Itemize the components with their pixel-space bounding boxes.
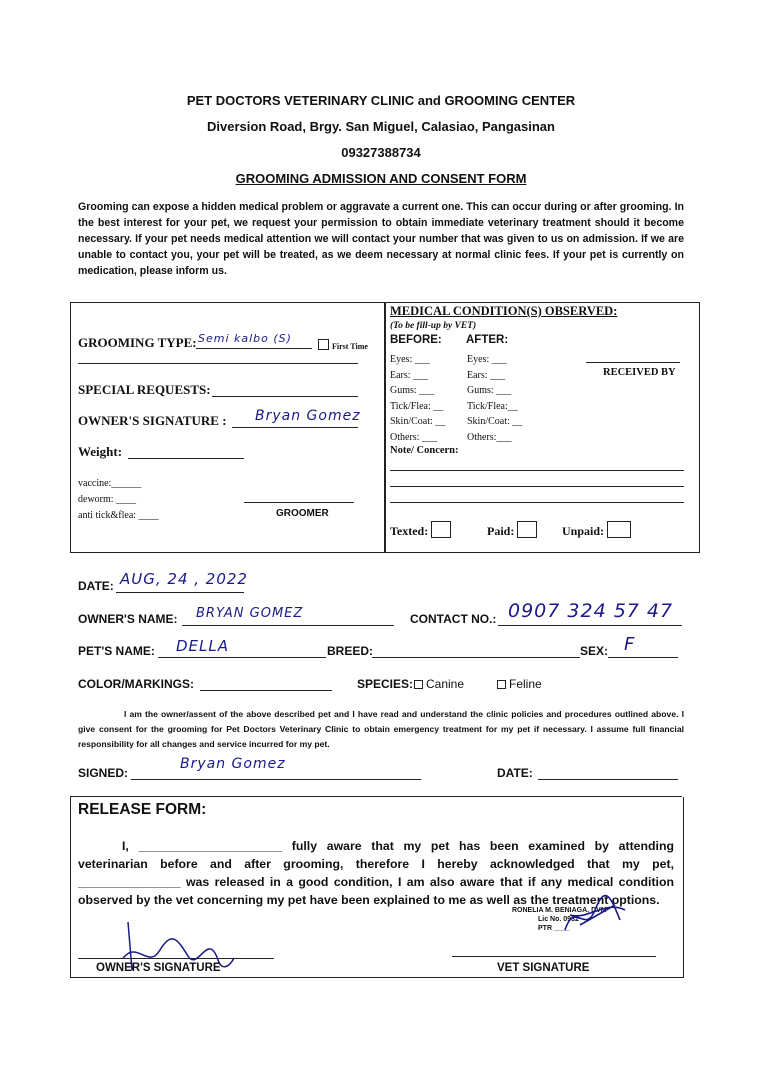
note-line-2[interactable]: [390, 486, 684, 487]
special-requests-field[interactable]: [212, 396, 358, 397]
grooming-type-value: Semi kalbo (S): [198, 332, 292, 345]
vet-stamp-name: RONELIA M. BENIAGA, DVM: [512, 907, 607, 914]
canine-option[interactable]: [414, 677, 464, 691]
before-item: Gums: ___: [390, 385, 435, 396]
canine-label: Canine: [426, 677, 465, 691]
owner-name-value: BRYAN GOMEZ: [196, 606, 304, 621]
pet-name-value: DELLA: [176, 637, 230, 655]
groomer-label: GROOMER: [276, 508, 329, 519]
vet-signature-scribble: [560, 890, 630, 940]
deworm-label: deworm: ____: [78, 494, 137, 505]
texted-label: Texted:: [390, 524, 429, 538]
vet-signature-label: VET SIGNATURE: [497, 962, 590, 974]
owner-name-field[interactable]: [182, 625, 394, 626]
before-item: Tick/Flea: __: [390, 400, 444, 412]
release-paragraph: I, _____________________ fully aware that my pet has been examined by attending veterinarian before and after grooming, therefore I hereby acknowledged that my pet, _______________ was released in a good condition, I am also aware that if any medical condition observed by the vet concerning my pet have been explained to me as well as the treatment options.: [78, 839, 674, 907]
grooming-type-field[interactable]: [196, 348, 312, 349]
date-label: DATE:: [78, 579, 114, 593]
pet-name-field[interactable]: [158, 657, 326, 658]
weight-field[interactable]: [128, 458, 244, 459]
unpaid-checkbox[interactable]: [607, 521, 631, 538]
breed-field[interactable]: [372, 657, 580, 658]
owner-name-label: OWNER'S NAME:: [78, 612, 178, 626]
unpaid-row[interactable]: [562, 521, 631, 539]
form-title: GROOMING ADMISSION AND CONSENT FORM: [235, 171, 527, 186]
first-time-checkbox[interactable]: [318, 339, 329, 350]
medical-subtitle: (To be fill-up by VET): [390, 321, 477, 331]
owner-signature-field[interactable]: [232, 427, 358, 428]
received-by-field[interactable]: [586, 362, 680, 363]
vaccine-label: vaccine:______: [78, 478, 142, 489]
after-item: Eyes: ___: [467, 354, 507, 365]
signed-value: Bryan Gomez: [180, 756, 286, 772]
contact-field[interactable]: [498, 625, 682, 626]
sex-value: F: [624, 634, 636, 655]
before-label: BEFORE:: [390, 334, 442, 346]
before-item: Eyes: ___: [390, 354, 430, 365]
before-item: Others: ___: [390, 431, 437, 443]
vet-stamp-ptr: PTR ____: [538, 925, 570, 932]
after-item: Others:___: [467, 431, 512, 443]
unpaid-label: Unpaid:: [562, 524, 605, 538]
clinic-address: Diversion Road, Brgy. San Miguel, Calasiao, Pangasinan: [207, 119, 555, 134]
grooming-type-label: GROOMING TYPE:: [78, 335, 197, 350]
before-item: Skin/Coat: __: [390, 416, 446, 427]
texted-checkbox[interactable]: [431, 521, 451, 538]
paid-row[interactable]: [487, 521, 537, 539]
first-time-checkbox-row[interactable]: [318, 339, 368, 351]
feline-label: Feline: [509, 677, 542, 691]
paid-label: Paid:: [487, 524, 515, 538]
consent-date-label: DATE:: [497, 766, 533, 780]
texted-row[interactable]: [390, 521, 451, 539]
after-item: Skin/Coat: __: [467, 416, 523, 427]
paid-checkbox[interactable]: [517, 521, 537, 538]
clinic-name: PET DOCTORS VETERINARY CLINIC and GROOMING CENTER: [186, 93, 576, 108]
note-line-1[interactable]: [390, 470, 684, 471]
signed-label: SIGNED:: [78, 766, 129, 780]
color-field[interactable]: [200, 690, 332, 691]
before-list: [390, 352, 445, 445]
consent-date-field[interactable]: [538, 779, 678, 780]
date-field[interactable]: [116, 592, 244, 593]
date-value: AUG, 24 , 2022: [120, 570, 248, 588]
sex-field[interactable]: [608, 657, 678, 658]
owner-release-signature-label: OWNER'S SIGNATURE: [96, 962, 221, 974]
breed-label: BREED:: [327, 644, 374, 658]
intro-paragraph: Grooming can expose a hidden medical problem or aggravate a current one. This can occur during or after grooming. In the best interest for your pet, we request your permission to obtain immediate veterinary treatment should it become necessary. If your pet needs medical attention we will contact your number that was given to us on admission. If we are unable to contact you, your pet will be treated, as we deem necessary at normal clinic fees. If your pet is currently on medication, please inform us.: [78, 201, 684, 277]
grooming-type-extra-line[interactable]: [78, 363, 358, 364]
groomer-signature-field[interactable]: [244, 502, 354, 503]
species-label: SPECIES:: [357, 677, 414, 691]
color-label: COLOR/MARKINGS:: [78, 677, 194, 691]
owner-signature-value: Bryan Gomez: [255, 408, 361, 424]
first-time-label: First Time: [332, 342, 368, 351]
anti-tick-label: anti tick&flea: ____: [78, 510, 159, 521]
vet-stamp-lic: Lic No. 0932: [538, 916, 579, 923]
vet-signature-field[interactable]: [452, 956, 656, 957]
canine-checkbox[interactable]: [414, 680, 423, 689]
feline-checkbox[interactable]: [497, 680, 506, 689]
after-list: [467, 352, 522, 445]
sex-label: SEX:: [580, 644, 609, 658]
table-divider: [384, 302, 386, 553]
owner-signature-label: OWNER'S SIGNATURE :: [78, 413, 227, 428]
medical-title: MEDICAL CONDITION(S) OBSERVED:: [390, 304, 618, 318]
signed-field[interactable]: [131, 779, 421, 780]
special-requests-label: SPECIAL REQUESTS:: [78, 382, 211, 397]
before-item: Ears: ___: [390, 369, 429, 381]
contact-value: 0907 324 57 47: [508, 600, 674, 622]
note-label: Note/ Concern:: [390, 445, 459, 456]
weight-label: Weight:: [78, 444, 123, 459]
note-line-3[interactable]: [390, 502, 684, 503]
clinic-phone: 09327388734: [341, 145, 421, 160]
after-item: Ears: ___: [467, 369, 506, 381]
after-item: Gums: ___: [467, 385, 512, 396]
release-title: RELEASE FORM:: [78, 801, 207, 818]
pet-name-label: PET'S NAME:: [78, 644, 155, 658]
received-by-label: RECEIVED BY: [603, 367, 676, 378]
feline-option[interactable]: [497, 677, 542, 691]
contact-label: CONTACT NO.:: [410, 612, 497, 626]
after-label: AFTER:: [466, 334, 509, 346]
consent-paragraph: I am the owner/assent of the above described pet and I have read and understand the clinic policies and procedures outlined above. I give consent for the grooming for Pet Doctors Veterinary Clinic to obtain emergency treatment for my pet if necessary. I assume full financial responsibility for all changes and service incurred for my pet.: [78, 709, 684, 749]
after-item: Tick/Flea:__: [467, 400, 518, 412]
